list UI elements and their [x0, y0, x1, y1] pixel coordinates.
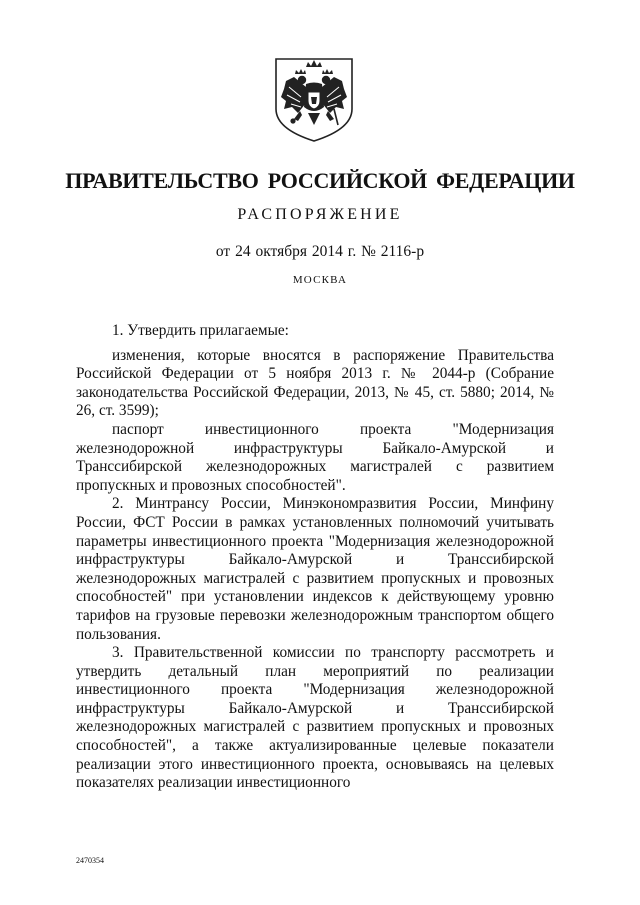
paragraph: 1. Утвердить прилагаемые:: [112, 322, 289, 339]
document-body: [76, 322, 554, 793]
document-date-number: от 24 октября 2014 г. № 2116-р: [215, 243, 425, 260]
paragraph: паспорт инвестиционного проекта "Модернизация железнодорожной инфраструктуры Байкало-Амурской и Транссибирской железнодорожных магистралей с развитием пропускных и провозных способностей".: [76, 420, 554, 494]
document-code: 2470354: [76, 856, 104, 865]
russian-coat-of-arms-icon: [272, 57, 356, 143]
document-type: РАСПОРЯЖЕНИЕ: [237, 206, 403, 223]
paragraph: 3. Правительственной комиссии по транспорту рассмотреть и утвердить детальный план мероприятий по реализации инвестиционного проекта "Модернизация железнодорожной инфраструктуры Байкало-Амурской и Транссибирской железнодорожных магистралей с развитием пропускных и провозных способностей", а также актуализированные целевые показатели реализации этого инвестиционного проекта, основываясь на целевых показателях реализации инвестиционного: [76, 644, 554, 792]
city-name: МОСКВА: [292, 274, 348, 286]
paragraph: изменения, которые вносятся в распоряжение Правительства Российской Федерации от 5 ноября 2013 г. № 2044-р (Собрание законодательства Российской Федерации, 2013, № 45, ст. 5880; 2014, № 26, ст. 3599);: [76, 346, 554, 420]
government-title: ПРАВИТЕЛЬСТВО РОССИЙСКОЙ ФЕДЕРАЦИИ: [65, 168, 575, 193]
paragraph: 2. Минтрансу России, Минэкономразвития России, Минфину России, ФСТ России в рамках установленных полномочий учитывать параметры инвестиционного проекта "Модернизация железнодорожной инфраструктуры Байкало-Амурской и Транссибирской железнодорожных магистралей с развитием пропускных и провозных способностей" при установлении индексов к действующему уровню тарифов на грузовые перевозки железнодорожным транспортом общего пользования.: [76, 495, 554, 643]
